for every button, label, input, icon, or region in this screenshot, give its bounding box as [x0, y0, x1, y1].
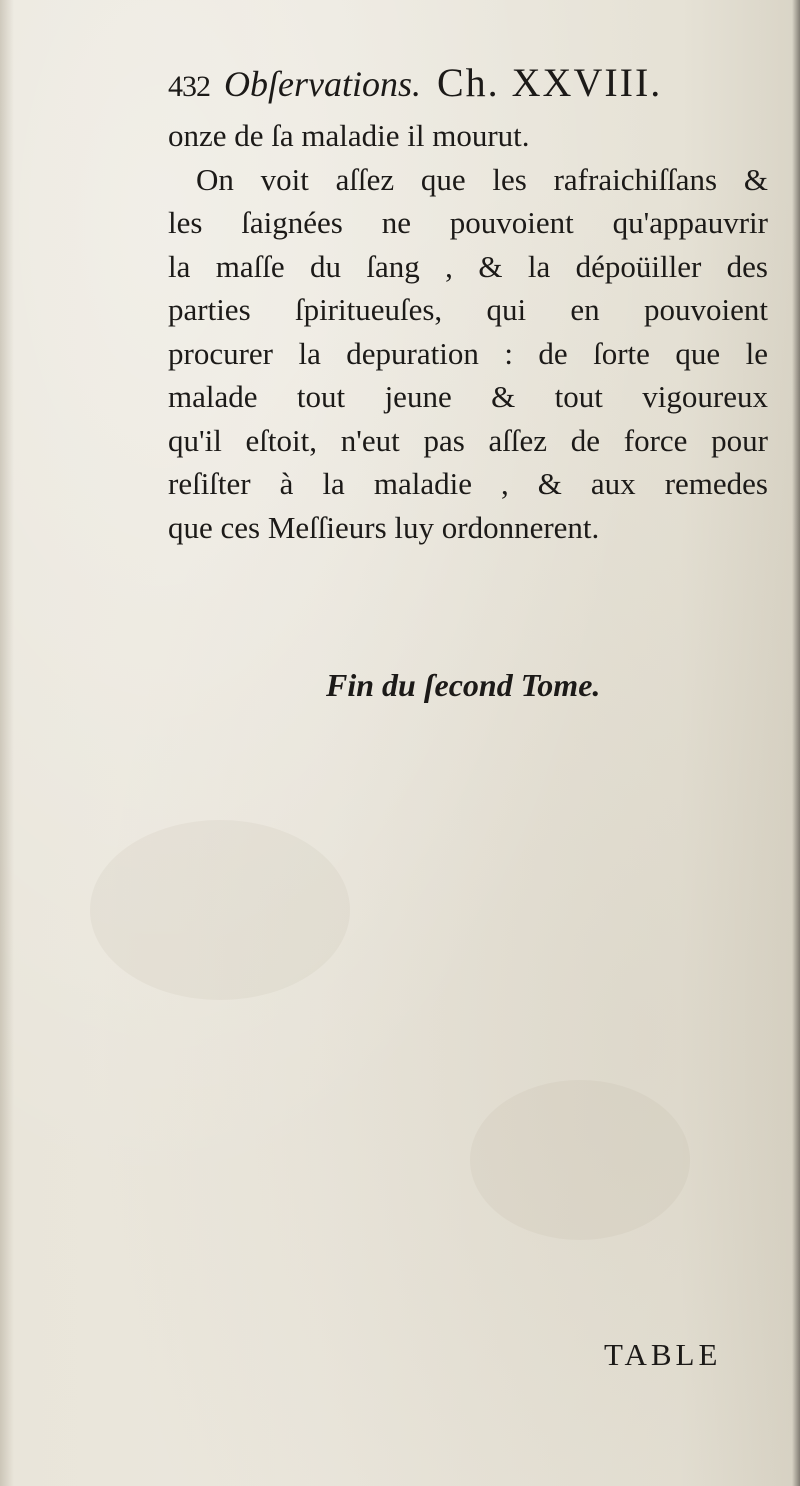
text-line: procurer la depuration : de ſorte que le [168, 335, 768, 371]
text-line: reſiſter à la maladie , & aux remedes [168, 466, 768, 501]
page-edge-shadow [792, 0, 800, 1486]
paper-stain [470, 1080, 690, 1240]
paper-stain [90, 820, 350, 1000]
text-line: les ſaignées ne pouvoient qu'appauvrir [168, 205, 768, 240]
colophon: Fin du ſecond Tome. [326, 667, 601, 703]
text-line: onze de ſa maladie il mourut. [168, 118, 530, 153]
text-line: On voit aſſez que les rafraichiſſans & [196, 161, 768, 197]
page-gutter-shadow [0, 0, 14, 1486]
chapter-label: Ch. XXVIII. [436, 60, 663, 105]
text-line: malade tout jeune & tout vigoureux [168, 379, 768, 414]
page-number: 432 [168, 70, 210, 103]
running-title: Obſervations. [224, 64, 421, 104]
text-line: parties ſpiritueuſes, qui en pouvoient [168, 292, 768, 327]
catchword: TABLE [604, 1337, 722, 1372]
body-text [168, 114, 768, 549]
running-header [168, 58, 768, 108]
text-line: que ces Meſſieurs luy ordonnerent. [168, 509, 600, 545]
text-line: la maſſe du ſang , & la dépoüiller des [168, 248, 768, 284]
text-line: qu'il eſtoit, n'eut pas aſſez de force pour [168, 422, 768, 458]
